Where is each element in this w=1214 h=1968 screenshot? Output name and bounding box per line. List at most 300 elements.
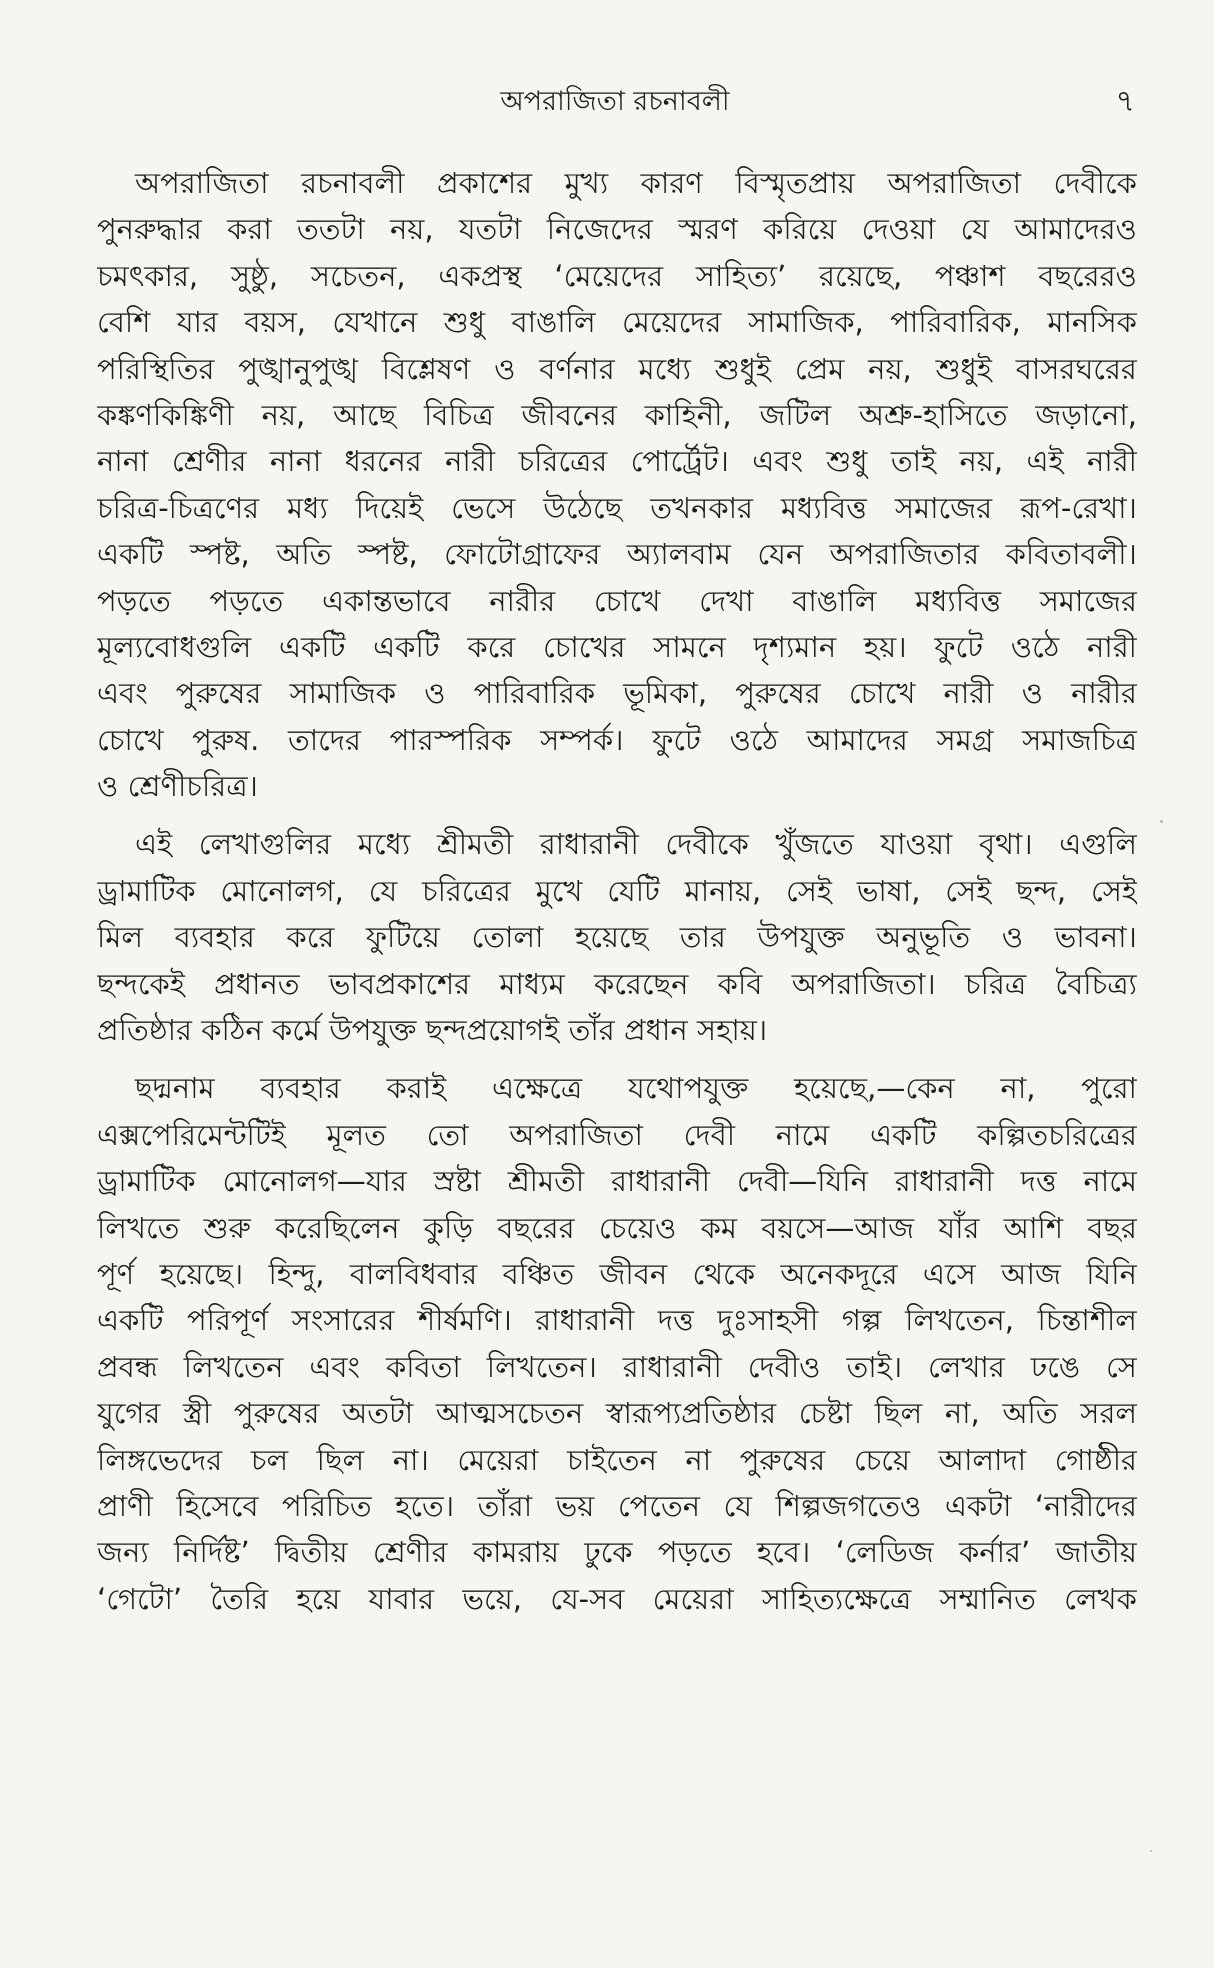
word: দিয়েই bbox=[355, 490, 424, 525]
word: গোষ্ঠীর bbox=[1054, 1442, 1137, 1477]
word: অপরাজিতা bbox=[135, 166, 269, 200]
page-number: ৭ bbox=[1115, 84, 1135, 119]
text-line bbox=[97, 253, 1137, 299]
word: এক্সপেরিমেন্টটিই bbox=[97, 1117, 286, 1152]
word: নিজেদের bbox=[546, 212, 653, 247]
word: এই bbox=[1026, 444, 1064, 479]
word: পুরুষের bbox=[735, 676, 821, 711]
word: হিসেবে bbox=[176, 1488, 259, 1523]
word: ভাষা, bbox=[856, 873, 921, 908]
word: চাইতেন bbox=[566, 1442, 657, 1477]
word: বেশি bbox=[97, 305, 151, 340]
word: দেখা bbox=[699, 583, 754, 618]
paper-speck bbox=[1150, 1850, 1152, 1852]
text-line bbox=[97, 1007, 1137, 1053]
word: কারণ bbox=[640, 166, 703, 200]
word: হিন্দু, bbox=[268, 1256, 325, 1291]
word: তখনকার bbox=[650, 490, 753, 525]
word: বিচিত্র bbox=[423, 397, 494, 432]
word: জটিল bbox=[759, 397, 832, 432]
text-line bbox=[97, 961, 1137, 1007]
word: নারী bbox=[943, 676, 994, 711]
word: বঞ্চিত bbox=[502, 1256, 575, 1291]
running-title: অপরাজিতা রচনাবলী bbox=[500, 86, 730, 117]
word: না bbox=[685, 1442, 712, 1477]
word: অপরাজিতা bbox=[887, 166, 1022, 200]
word: হয়েছে bbox=[574, 920, 649, 955]
word: পুরুষের bbox=[175, 676, 262, 711]
word: রাধারানী bbox=[622, 1349, 722, 1384]
word: ভয় bbox=[555, 1488, 595, 1523]
word: ও bbox=[97, 769, 119, 804]
word: বছর bbox=[1087, 1210, 1137, 1245]
word: ও bbox=[1021, 676, 1043, 711]
word: শ্রেণীর bbox=[171, 444, 247, 479]
word: করাই bbox=[386, 1071, 447, 1106]
word: ধরনের bbox=[344, 444, 422, 479]
word: বাঙালি bbox=[511, 305, 596, 340]
body-text bbox=[97, 160, 1137, 1622]
word: শ্রেণীচরিত্র। bbox=[127, 769, 258, 804]
word: স্রষ্টা bbox=[433, 1164, 481, 1199]
word: নয়, bbox=[389, 212, 434, 247]
word: কুড়ি bbox=[423, 1210, 474, 1245]
word: মধ্যবিত্ত bbox=[915, 583, 1002, 618]
word: যাওয়া bbox=[880, 827, 953, 862]
word: এবং bbox=[309, 1349, 360, 1384]
word: নির্দিষ্ট’ bbox=[173, 1535, 250, 1570]
word: লেখার bbox=[928, 1349, 1005, 1384]
word: গল্প bbox=[841, 1303, 882, 1338]
word: দ্বিতীয় bbox=[274, 1535, 348, 1570]
word: পোর্ট্রেট। bbox=[630, 444, 729, 479]
word: পুঙ্খানুপুঙ্খ bbox=[238, 351, 358, 386]
text-line bbox=[97, 1251, 1137, 1297]
word: হতে। bbox=[395, 1488, 455, 1523]
word: লিখতে bbox=[97, 1210, 180, 1245]
word: সুষ্ঠু, bbox=[230, 258, 279, 293]
word: বর্ণনার bbox=[539, 351, 615, 386]
word: পঞ্চাশ bbox=[934, 258, 1006, 293]
word: সামাজিক bbox=[289, 676, 397, 711]
word: সে bbox=[1105, 1349, 1137, 1384]
word: শীর্ষমণি। bbox=[417, 1303, 512, 1338]
word: তৈরি bbox=[210, 1581, 269, 1616]
word: নারী bbox=[445, 444, 496, 479]
text-line bbox=[97, 1205, 1137, 1251]
word: কঠিন bbox=[201, 1013, 263, 1048]
word: রূপ-রেখা। bbox=[1020, 490, 1137, 525]
word: চরিত্রের bbox=[421, 873, 511, 908]
word: অপরাজিতা bbox=[509, 1117, 643, 1152]
word: সামাজিক, bbox=[747, 305, 864, 340]
word: তার bbox=[679, 920, 726, 955]
word: হয়েছে। bbox=[159, 1256, 244, 1291]
word: সেই bbox=[785, 873, 832, 908]
word: তাঁরা bbox=[477, 1488, 533, 1523]
word: কর্নার’ bbox=[959, 1535, 1031, 1570]
word: মোনোলগ, bbox=[220, 873, 344, 908]
word: শুধুই bbox=[935, 351, 992, 386]
word: যাবার bbox=[368, 1581, 435, 1616]
word: পড়তে bbox=[97, 583, 171, 618]
word: একটা bbox=[944, 1488, 1012, 1523]
word: মানসিক bbox=[1047, 305, 1137, 340]
word: লিখতেন। bbox=[486, 1349, 597, 1384]
word: কামরায় bbox=[472, 1535, 559, 1570]
word: করেছেন bbox=[593, 966, 689, 1001]
word: ছিল bbox=[316, 1442, 365, 1477]
word: যুগের bbox=[97, 1396, 161, 1431]
word: লেখাগুলির bbox=[198, 827, 332, 862]
paper-speck bbox=[1160, 820, 1163, 823]
text-line bbox=[97, 392, 1137, 438]
word: কবি bbox=[717, 966, 763, 1001]
word: চোখের bbox=[542, 629, 626, 664]
word: চল bbox=[250, 1442, 289, 1477]
word: যে bbox=[723, 1488, 752, 1523]
word: সমগ্র bbox=[936, 722, 994, 757]
word: চিন্তাশীল bbox=[1037, 1303, 1137, 1338]
word: রাধারানী bbox=[535, 1303, 635, 1338]
word: যে-সব bbox=[550, 1581, 625, 1616]
word: তাই। bbox=[846, 1349, 903, 1384]
word: সচেতন, bbox=[310, 258, 406, 293]
word: মিল bbox=[97, 920, 144, 955]
word: না, bbox=[944, 1396, 980, 1431]
text-line bbox=[97, 1483, 1137, 1529]
word: একটি bbox=[97, 537, 164, 572]
word: করেছিলেন bbox=[275, 1210, 400, 1245]
word: স্বারূপ্যপ্রতিষ্ঠার bbox=[605, 1396, 777, 1431]
word: সম্মানিত bbox=[939, 1581, 1036, 1616]
text-line bbox=[97, 1529, 1137, 1575]
word: লিখতেন, bbox=[905, 1303, 1014, 1338]
word: কম bbox=[700, 1210, 738, 1245]
text-line bbox=[97, 868, 1137, 914]
word: ফুটিয়ে bbox=[365, 920, 440, 955]
word: ছন্দ, bbox=[1016, 873, 1067, 908]
word: এই bbox=[135, 827, 173, 862]
word: সম্পর্ক। bbox=[540, 722, 624, 757]
text-line bbox=[97, 1297, 1137, 1343]
word: বয়স, bbox=[244, 305, 306, 340]
word: মোনোলগ—যার bbox=[222, 1164, 407, 1199]
word: পারিবারিক bbox=[473, 676, 596, 711]
word: একটি bbox=[869, 1117, 937, 1152]
word: প্রধানত bbox=[214, 966, 300, 1001]
word: কর্মে bbox=[271, 1013, 320, 1048]
word: লিঙ্গভেদের bbox=[97, 1442, 223, 1477]
word: পুরুষের bbox=[739, 1442, 826, 1477]
word: স্ত্রী bbox=[183, 1396, 212, 1431]
word: পারিবারিক, bbox=[890, 305, 1021, 340]
word: খুঁজতে bbox=[775, 827, 854, 862]
word: ফুটে bbox=[652, 722, 701, 757]
word: স্পষ্ট, bbox=[357, 537, 418, 572]
text-line bbox=[97, 531, 1137, 577]
word: ভূমিকা, bbox=[623, 676, 708, 711]
word: করিয়ে bbox=[763, 212, 837, 247]
word: মুখ্য bbox=[564, 166, 609, 200]
word: স্মরণ bbox=[678, 212, 738, 247]
word: তাদের bbox=[287, 722, 361, 757]
word: উঠেছে bbox=[543, 490, 623, 525]
word: দেবীকে bbox=[1053, 166, 1137, 200]
word: ততটা bbox=[297, 212, 365, 247]
word: লিখতেন bbox=[183, 1349, 284, 1384]
word: চমৎকার, bbox=[97, 258, 199, 293]
word: একান্তভাবে bbox=[322, 583, 451, 618]
text-line bbox=[97, 160, 1137, 206]
running-header bbox=[95, 82, 1135, 122]
text-line bbox=[97, 1437, 1137, 1483]
text-line bbox=[97, 485, 1137, 531]
word: ভেসে bbox=[451, 490, 516, 525]
word: নারী bbox=[1086, 629, 1137, 664]
word: বৈচিত্র্য bbox=[1055, 966, 1137, 1001]
word: ঢঙে bbox=[1030, 1349, 1081, 1384]
word: হয়ে bbox=[296, 1581, 341, 1616]
word: করে bbox=[286, 920, 335, 955]
word: বালবিধবার bbox=[349, 1256, 478, 1291]
word: অনুভূতি bbox=[876, 920, 971, 955]
word: কবিতাবলী। bbox=[1005, 537, 1137, 572]
word: যাঁর bbox=[938, 1210, 980, 1245]
word: দেবী—যিনি bbox=[736, 1164, 868, 1199]
word: সাহিত্যক্ষেত্রে bbox=[761, 1581, 912, 1616]
word: চোখে bbox=[97, 722, 164, 757]
word: এগুলি bbox=[1059, 827, 1137, 862]
word: দেওয়া bbox=[861, 212, 936, 247]
word: পড়তে bbox=[209, 583, 284, 618]
word: পেতেন bbox=[617, 1488, 701, 1523]
word: প্রকাশের bbox=[436, 166, 533, 200]
word: অপরাজিতার bbox=[829, 537, 980, 572]
word: বাঙালি bbox=[792, 583, 877, 618]
word: না, bbox=[1000, 1071, 1036, 1106]
word: চরিত্র bbox=[964, 966, 1027, 1001]
word: কঙ্কণকিঙ্কিণী bbox=[97, 397, 234, 432]
word: ও bbox=[424, 676, 446, 711]
word: মধ্য bbox=[287, 490, 328, 525]
word: আত্মসচেতন bbox=[435, 1396, 584, 1431]
word: উপযুক্ত bbox=[329, 1013, 417, 1048]
word: পড়তে bbox=[657, 1535, 732, 1570]
word: অপরাজিতা। bbox=[791, 966, 936, 1001]
word: ছন্দকেই bbox=[97, 966, 185, 1001]
text-line bbox=[97, 578, 1137, 624]
word: মধ্যে bbox=[638, 351, 691, 386]
word: আমাদেরও bbox=[1014, 212, 1137, 247]
word: একটি bbox=[373, 629, 440, 664]
text-line bbox=[97, 624, 1137, 670]
word: চরিত্রের bbox=[518, 444, 608, 479]
word: রাধারানী bbox=[539, 827, 639, 862]
paragraph bbox=[97, 160, 1137, 809]
word: ওঠে bbox=[1010, 629, 1060, 664]
text-line bbox=[97, 438, 1137, 484]
word: বিশ্লেষণ bbox=[381, 351, 471, 386]
word: পরিপূর্ণ bbox=[186, 1303, 269, 1338]
word: বিস্মৃতপ্রায় bbox=[735, 166, 855, 200]
word: রয়েছে, bbox=[819, 258, 903, 293]
word: মধ্যে bbox=[357, 827, 411, 862]
word: ছিল bbox=[874, 1396, 923, 1431]
word: শিল্পজগতেও bbox=[775, 1488, 922, 1523]
word: নারীর bbox=[1071, 676, 1137, 711]
text-line bbox=[97, 1158, 1137, 1204]
word: অতটা bbox=[342, 1396, 414, 1431]
word: মাধ্যম bbox=[499, 966, 565, 1001]
word: অশ্রু-হাসিতে bbox=[858, 397, 1008, 432]
word: নারীর bbox=[489, 583, 556, 618]
word: আমাদের bbox=[806, 722, 908, 757]
word: স্পষ্ট, bbox=[189, 537, 250, 572]
word: ফুটে bbox=[934, 629, 984, 664]
text-line bbox=[97, 299, 1137, 345]
word: পুনরুদ্ধার bbox=[97, 212, 202, 247]
word: অতি bbox=[276, 537, 332, 572]
paragraph bbox=[97, 821, 1137, 1053]
word: শ্রীমতী bbox=[436, 827, 514, 862]
word: দেবীও bbox=[747, 1349, 821, 1384]
word: কাহিনী, bbox=[644, 397, 732, 432]
word: এবং bbox=[752, 444, 803, 479]
word: সমাজচিত্র bbox=[1022, 722, 1137, 757]
word: চেষ্টা bbox=[798, 1396, 852, 1431]
word: ড্রামাটিক bbox=[97, 1164, 196, 1199]
word: অতি bbox=[1002, 1396, 1058, 1431]
word: কবিতা bbox=[385, 1349, 461, 1384]
text-line bbox=[97, 717, 1137, 763]
word: সামনে bbox=[653, 629, 726, 664]
word: অ্যালবাম bbox=[626, 537, 731, 572]
word: নয়, bbox=[959, 444, 1004, 479]
word: দেবী bbox=[683, 1117, 736, 1152]
word: সহায়। bbox=[696, 1013, 768, 1048]
word: মূল্যবোধগুলি bbox=[97, 629, 252, 664]
word: শুধু bbox=[443, 305, 485, 340]
word: যে bbox=[960, 212, 990, 247]
word: ড্রামাটিক bbox=[97, 873, 196, 908]
word: সংসারের bbox=[291, 1303, 395, 1338]
word: ও bbox=[494, 351, 516, 386]
word: বৃথা। bbox=[978, 827, 1033, 862]
word: পুরো bbox=[1081, 1071, 1137, 1106]
word: মেয়েরা bbox=[652, 1581, 734, 1616]
word: কল্পিতচরিত্রের bbox=[977, 1117, 1137, 1152]
word: নামে bbox=[775, 1117, 830, 1152]
word: রচনাবলী bbox=[301, 166, 405, 200]
word: জাতীয় bbox=[1055, 1535, 1137, 1570]
text-line bbox=[97, 670, 1137, 716]
text-line bbox=[97, 1390, 1137, 1436]
word: বাসরঘরের bbox=[1015, 351, 1137, 386]
word: করা bbox=[227, 212, 272, 247]
word: শ্রীমতী bbox=[507, 1164, 585, 1199]
word: যিনি bbox=[1086, 1256, 1137, 1291]
word: ভাবনা। bbox=[1054, 920, 1137, 955]
word: প্রতিষ্ঠার bbox=[97, 1013, 192, 1048]
word: চরিত্র-চিত্রণের bbox=[97, 490, 260, 525]
text-line bbox=[97, 206, 1137, 252]
word: ‘নারীদের bbox=[1034, 1488, 1137, 1523]
word: রাধারানী bbox=[894, 1164, 994, 1199]
word: মানায়, bbox=[684, 873, 762, 908]
word: জন্য bbox=[97, 1535, 149, 1570]
word: প্রেম bbox=[794, 351, 845, 386]
paragraph bbox=[97, 1065, 1137, 1622]
word: করে bbox=[467, 629, 516, 664]
word: পূর্ণ bbox=[97, 1256, 135, 1291]
word: যেন bbox=[757, 537, 804, 572]
word: প্রাণী bbox=[97, 1488, 153, 1523]
word: ভয়ে, bbox=[462, 1581, 522, 1616]
word: নয়, bbox=[261, 397, 306, 432]
word: মূলত bbox=[326, 1117, 386, 1152]
word: একটি bbox=[97, 1303, 164, 1338]
word: আলাদা bbox=[938, 1442, 1027, 1477]
word: পুরুষ. bbox=[192, 722, 260, 757]
text-line bbox=[97, 1112, 1137, 1158]
text-line bbox=[97, 763, 1137, 809]
word: আশি bbox=[1003, 1210, 1063, 1245]
word: যতটা bbox=[458, 212, 522, 247]
word: হবে। bbox=[756, 1535, 811, 1570]
word: যেটি bbox=[607, 873, 660, 908]
word: নানা bbox=[97, 444, 149, 479]
word: সরল bbox=[1080, 1396, 1137, 1431]
word: চেয়েও bbox=[598, 1210, 677, 1245]
word: প্রবন্ধ bbox=[97, 1349, 158, 1384]
word: সমাজের bbox=[894, 490, 993, 525]
word: ও bbox=[1001, 920, 1024, 955]
word: পুরুষের bbox=[233, 1396, 320, 1431]
word: একপ্রস্থ bbox=[438, 258, 522, 293]
word: মধ্যবিত্ত bbox=[780, 490, 867, 525]
word: হয়। bbox=[863, 629, 907, 664]
word: আজ bbox=[1001, 1256, 1061, 1291]
word: দৃশ্যমান bbox=[753, 629, 837, 664]
word: না। bbox=[392, 1442, 429, 1477]
text-line bbox=[97, 346, 1137, 392]
word: জীবন bbox=[599, 1256, 668, 1291]
word: পারস্পরিক bbox=[389, 722, 512, 757]
word: চোখে bbox=[848, 676, 916, 711]
word: তো bbox=[426, 1117, 469, 1152]
word: নারী bbox=[1087, 444, 1137, 479]
word: যেখানে bbox=[332, 305, 418, 340]
word: ব্যবহার bbox=[174, 920, 255, 955]
word: এক্ষেত্রে bbox=[492, 1071, 583, 1106]
word: দত্ত bbox=[657, 1303, 694, 1338]
word: এবং bbox=[97, 676, 148, 711]
word: সেই bbox=[945, 873, 992, 908]
word: চোখে bbox=[593, 583, 661, 618]
text-line bbox=[97, 821, 1137, 867]
word: ঢুকে bbox=[584, 1535, 633, 1570]
word: পরিস্থিতির bbox=[97, 351, 215, 386]
word: প্রধান bbox=[624, 1013, 688, 1048]
word: এসে bbox=[922, 1256, 976, 1291]
word: শুধু bbox=[826, 444, 868, 479]
word: দত্ত bbox=[1020, 1164, 1057, 1199]
word: লেখক bbox=[1064, 1581, 1137, 1616]
word: দুঃসাহসী bbox=[717, 1303, 819, 1338]
word: সমাজের bbox=[1039, 583, 1137, 618]
word: তোলা bbox=[471, 920, 544, 955]
